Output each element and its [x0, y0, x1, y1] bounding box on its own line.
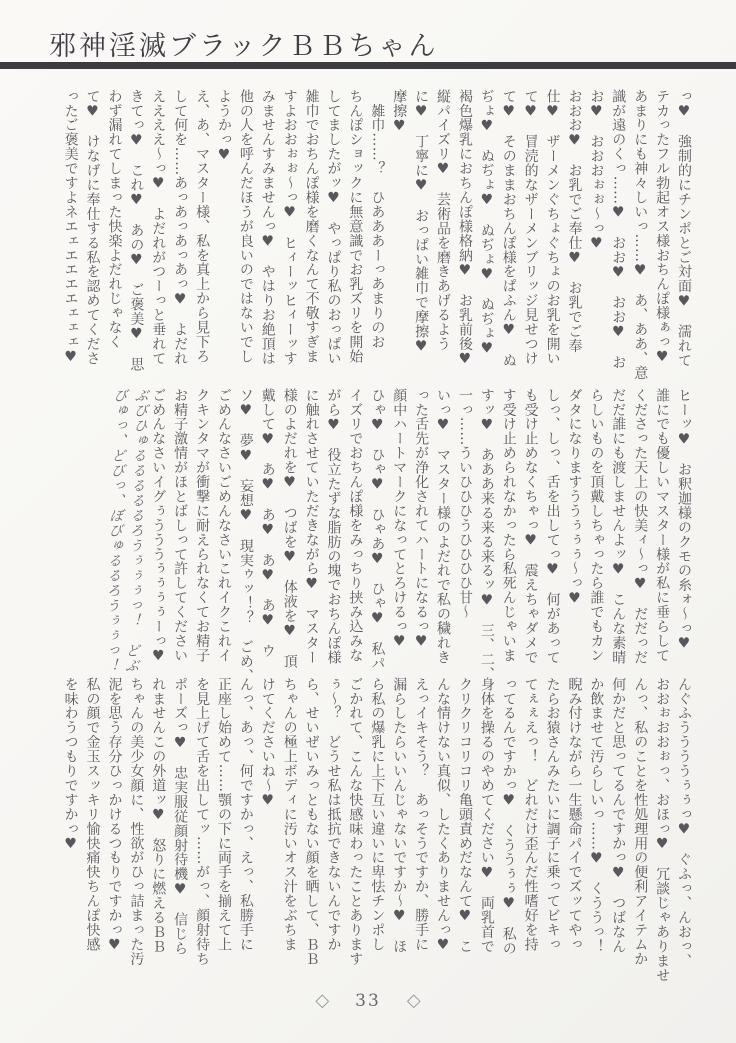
text-column: おおぉおおぉっ、おほっ♥ 冗談じゃありませ: [654, 677, 671, 983]
text-column: ちゃんの極上ボディに汚いオス汁をぶちま: [281, 677, 298, 952]
text-column: ソ♥ 夢♥ 妄想♥ 現実ゥッ！？ ごめ、: [237, 388, 254, 683]
text-column: 正座し始めて……顎の下に両手を揃えて上: [215, 677, 232, 952]
text-column: ぅ～？ どうせ私は抵抗できないんですか: [325, 677, 342, 952]
text-column: 誰にでも優しいマスター様が私に垂らして: [654, 388, 671, 663]
diamond-right-icon: ◇: [406, 990, 421, 1011]
text-column: 雑巾でおちんぽ様を磨くなんて不敬すぎま: [303, 89, 320, 364]
text-column: 雑巾……？ ひあああーっあまりのお: [369, 89, 386, 350]
text-block-2: [101, 388, 694, 683]
text-column: っ♥ 強制的にチンポとご対面♥ 濡れて: [676, 89, 692, 368]
text-column: 様のよだれを♥ つばを♥ 体液を♥ 頂: [281, 388, 298, 669]
text-column: すよおおぉぉ～っ♥ ヒィーッヒィーッす: [281, 89, 298, 366]
text-column: れませんこの外道ッ♥ 怒りに燃えるＢＢ: [150, 677, 167, 954]
text-column: いっ♥ マスター様のよだれで私の穢れき: [435, 388, 452, 665]
text-column: 顔中ハートマークになってとろけるっ♥: [391, 388, 408, 651]
text-column: ぶびひゅるるるるるろうぅぅぅっ！ どぶ: [123, 388, 150, 673]
page-title: 邪神淫滅ブラックＢＢちゃん: [49, 31, 439, 62]
text-column: ちゃんの美少女顔に、性欲がひっ詰まった汚: [128, 677, 145, 966]
text-column: を見上げて舌を出してッ……がっ、顔射待ち: [194, 677, 211, 966]
text-column: んな情けない真似、したくありませんっ♥: [435, 677, 452, 954]
text-column: ら私の爆乳に上下互い違いに卑怯チンポし: [369, 677, 386, 952]
text-column: ごかれて、こんな快感味わったことあります: [347, 677, 364, 966]
text-column: みませんすみませんっ♥ やはりお絶頂は: [259, 89, 276, 366]
text-column: たらお猿さんみたいに調子に乗ってビキっ: [544, 677, 561, 952]
text-column: す受け止められなかったら私死んじゃいま: [500, 388, 517, 663]
text-column: 識が遠のくっ……♥ おお♥ おお♥ お: [610, 89, 627, 370]
text-column: びゅっ、どびっ、ぼびゅるるろうぅぅっ！: [101, 388, 128, 673]
text-column: おおお♥ お乳でご奉仕♥ お乳でご奉: [566, 89, 583, 354]
text-column: らしいものを頂戴しちゃったら誰でもカン: [588, 388, 605, 663]
text-block-3: [59, 677, 694, 983]
text-column: んっ、あっ、何ですかっ、えっ、私勝手に: [237, 677, 254, 952]
diamond-left-icon: ◇: [315, 990, 330, 1011]
text-column: 漏らしたらいいんじゃないですか～♥ ほ: [391, 677, 408, 954]
title-divider-rule: [0, 62, 736, 69]
text-column: ようかっ♥: [215, 89, 232, 164]
text-column: がら♥ 役立たずな脂肪の塊でおちんぽ様: [325, 388, 342, 665]
text-column: 一っ……ういひひひうひひひひ甘～: [456, 388, 473, 620]
text-column: 褐色爆乳におちんぽ様格納♥ お乳前後♥: [456, 89, 473, 368]
text-column: クキンタマが衝撃に耐えられなくてお精子: [194, 388, 211, 663]
text-column: んっ、私のことを性処理用の便利アイテムか: [632, 677, 649, 966]
text-column: 私の顔で金玉スッキリ愉快痛快ちんぽ快感: [84, 677, 101, 952]
text-column: イズリでおちんぽ様をみっちり挟み込みな: [347, 388, 364, 663]
text-column: だだ誰にも渡しませんよッ♥ こんな素晴: [610, 388, 627, 665]
text-column: てぇぇえっ！ どれだけ歪んだ性嗜好を持: [522, 677, 539, 952]
text-column: ら、せいぜいみっともない顔を晒して、ＢＢ: [303, 677, 320, 966]
text-column: 仕♥ ザーメンぐちょぐちょのお乳を開い: [544, 89, 561, 366]
text-column: 他の人を呼んだほうが良いのではないでし: [237, 89, 254, 364]
text-column: んぐふううううぅぅっ♥ ぐふっ、んおっ、: [676, 677, 692, 968]
text-column: くださった天上の快美ィ～っ♥ だだっだ: [632, 388, 649, 665]
text-column: 摩擦♥: [391, 89, 408, 135]
text-column: も受け止めなくちゃっ♥ 震えちゃダメで: [522, 388, 539, 665]
text-block-1: [59, 89, 694, 381]
text-column: え、あ、マスター様、私を真上から見下ろ: [194, 89, 211, 364]
text-column: を味わうつもりですかっ♥: [62, 677, 79, 853]
text-column: ヒーッ♥ お釈迦様のクモの糸ォ～っ♥: [676, 388, 692, 653]
text-column: て♥ 冒涜的なザーメンブリッジ見せつけ: [522, 89, 539, 366]
text-column: テカったフル勃起オス様おちんぽ様ぁっ♥: [654, 89, 671, 366]
text-column: しっ、しっ、舌を出してっ♥ 何があって: [544, 388, 561, 665]
text-column: ってるんですかっ♥ くううぅぅ♥ 私の: [500, 677, 517, 956]
text-column: きてっ♥ これ♥ あの♥ ご褒美♥ 思: [128, 89, 145, 372]
text-column: に♥ 丁寧に♥ おっぱい雑巾で摩擦♥: [413, 89, 430, 356]
page-footer: [0, 990, 736, 1011]
text-column: ポーズっ♥ 忠実服従顔射待機♥ 信じら: [172, 677, 189, 956]
text-column: 戴して♥ あ♥ あ♥ あ♥ あ♥ ウ: [259, 388, 276, 659]
text-column: お精子激情がほとばしって許してください: [172, 388, 189, 663]
text-column: に触れさせていただきながら♥ マスター: [303, 388, 320, 665]
text-column: か飲ませて汚らしいっ……♥ くううっ！: [588, 677, 605, 954]
text-column: ひゃ♥ ひゃ♥ ひゃあ♥ ひゃ♥ 私パ: [369, 388, 386, 671]
text-column: った舌先が浄化されてハートになるっ♥: [413, 388, 430, 651]
text-column: ちんぽショックに無意識でお乳ズリを開始: [347, 89, 364, 364]
text-column: すッ♥ あああ来る来る来るッ♥ 三、二、: [478, 388, 495, 681]
page-number: 33: [355, 990, 381, 1011]
text-column: けてくださいね～♥: [259, 677, 276, 810]
text-column: えっイキそう？ あっそうですか、勝手に: [413, 677, 430, 952]
text-column: お♥ おおおぉぉ～っ♥: [588, 89, 605, 252]
text-column: て♥ そのままおちんぽ様をぱふん♥ ぬ: [500, 89, 517, 368]
text-column: クリクリコリコリ亀頭責めだなんて♥ こ: [456, 677, 473, 954]
text-column: ええええ～っ♥ よだれがつーっと垂れて: [150, 89, 167, 366]
text-column: ったご褒美ですよネエェエエエエェェェ♥: [62, 89, 79, 366]
text-column: ダタになりますううぅぅぅ～っ♥: [566, 388, 583, 607]
text-column: してましたがッ♥ やっぱり私のおっぱい: [325, 89, 342, 366]
text-column: して何を……あっあっあっあっ♥ よだれ: [172, 89, 189, 366]
text-column: て♥ けなげに奉仕する私を認めてくださ: [84, 89, 101, 366]
text-column: ごめんなさいごめんなさいこれイクこれイ: [215, 388, 232, 663]
text-column: 身体を操るのやめてください♥ 両乳首で: [478, 677, 495, 954]
text-column: ごめんなさいイグぅうううぅぅぅぅーっ♥: [150, 388, 167, 665]
text-column: 縦パイズリ♥ 芸術品を磨きあげるよう: [435, 89, 452, 352]
text-column: 睨み付けながら一生懸命パイでズッてやっ: [566, 677, 583, 952]
text-column: あまりにも神々しいっ……♥ あ、ああ、意: [632, 89, 649, 380]
text-column: ぢょ♥ ぬぢょ♥ ぬぢょ♥ ぬぢょ♥: [478, 89, 495, 358]
text-column: わず漏れてしまった快楽よだれじゃなく: [106, 89, 123, 350]
text-column: 何かだと思ってるんですかっ♥ つばなん: [610, 677, 627, 954]
text-column: 泥を思う存分ひっかけるつもりですかっ♥: [106, 677, 123, 954]
